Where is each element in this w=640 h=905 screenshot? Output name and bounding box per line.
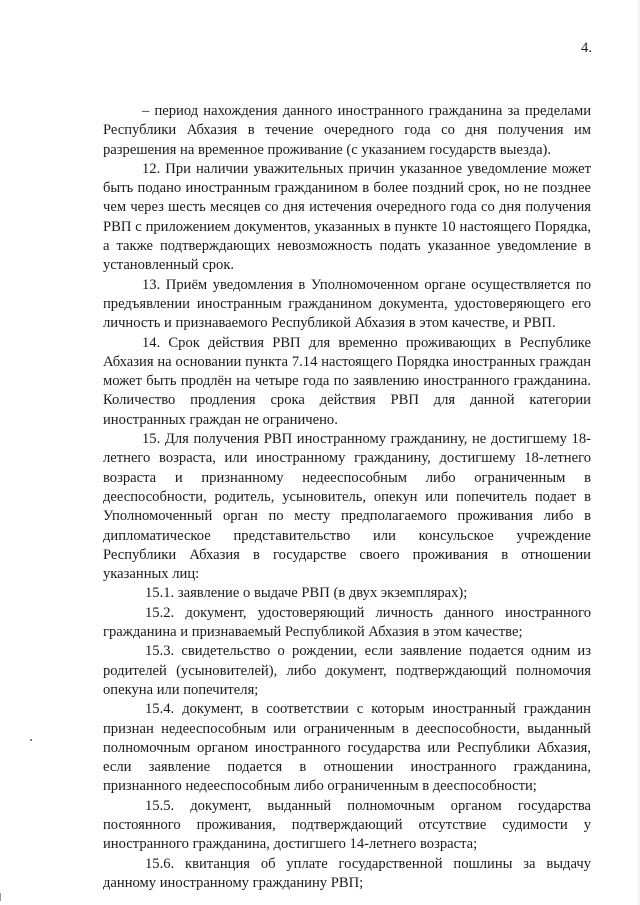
page-number: 4.: [581, 40, 592, 56]
paragraph-item-15-6: 15.6. квитанция об уплате государственной пошлины за выдачу данному иностранному гражданину РВП;: [103, 855, 591, 891]
paragraph-item-15-5: 15.5. документ, выданный полномочным органом государства постоянного проживания, подтверждающий отсутствие судимости у иностранного гражданина, достигшего 14-летнего возраста;: [103, 797, 591, 853]
paragraph-item-15-4: 15.4. документ, в соответствии с которым иностранный гражданин признан недееспособным или ограниченным в дееспособности, выданный полномочным органом иностранного государства или Республики Абхазия, если заявление подается в отношении иностранного гражданина, признанного недееспособным либо ограниченным в дееспособности;: [103, 701, 591, 795]
paragraph-item-14: 14. Срок действия РВП для временно проживающих в Республике Абхазия на основании пункта 7.14 настоящего Порядка иностранных граждан может быть продлён на четыре года по заявлению иностранного гражданина. Количество продления срока действия РВП для данной категории иностранных граждан не ограничено.: [103, 334, 591, 428]
paragraph-period-abroad: – период нахождения данного иностранного гражданина за пределами Республики Абхазия в течение очередного года со дня получения им разрешения на временное проживание (с указанием государств выезда).: [103, 103, 591, 158]
scan-edge-shadow: [636, 0, 640, 905]
paragraph-item-15-1: 15.1. заявление о выдаче РВП (в двух экземплярах);: [145, 585, 468, 602]
paragraph-item-15-2: 15.2. документ, удостоверяющий личность данного иностранного гражданина и признаваемый Республикой Абхазия в этом качестве;: [103, 604, 591, 641]
scan-artifact: [0, 893, 1, 901]
document-body: [103, 102, 591, 893]
paragraph-item-13: 13. Приём уведомления в Уполномоченном органе осуществляется по предъявлении иностранным гражданином документа, удостоверяющего его личность и признаваемого Республикой Абхазия в этом качестве, и РВП.: [103, 276, 591, 332]
paragraph-item-12: 12. При наличии уважительных причин указанное уведомление может быть подано иностранным гражданином в более поздний срок, но не позднее чем через шесть месяцев со дня истечения очередного года со дня получения РВП с приложением документов, указанных в пункте 10 настоящего Порядка, а также подтверждающих невозможность подать указанное уведомление в установленный срок.: [103, 160, 591, 274]
paragraph-item-15: 15. Для получения РВП иностранному гражданину, не достигшему 18-летнего возраста, или иностранному гражданину, достигшему 18-летнего возраста и признанному недееспособным либо ограниченным в дееспособности, родитель, усыновитель, опекун или попечитель подает в Уполномоченный орган по месту предполагаемого проживания либо в дипломатическое представительство или консульское учреждение Республики Абхазия в государстве своего проживания в отношении указанных лиц:: [103, 431, 591, 583]
paragraph-item-15-3: 15.3. свидетельство о рождении, если заявление подается одним из родителей (усыновителей), либо документ, подтверждающий полномочия опекуна или попечителя;: [103, 643, 591, 698]
scan-speck: [30, 739, 32, 741]
